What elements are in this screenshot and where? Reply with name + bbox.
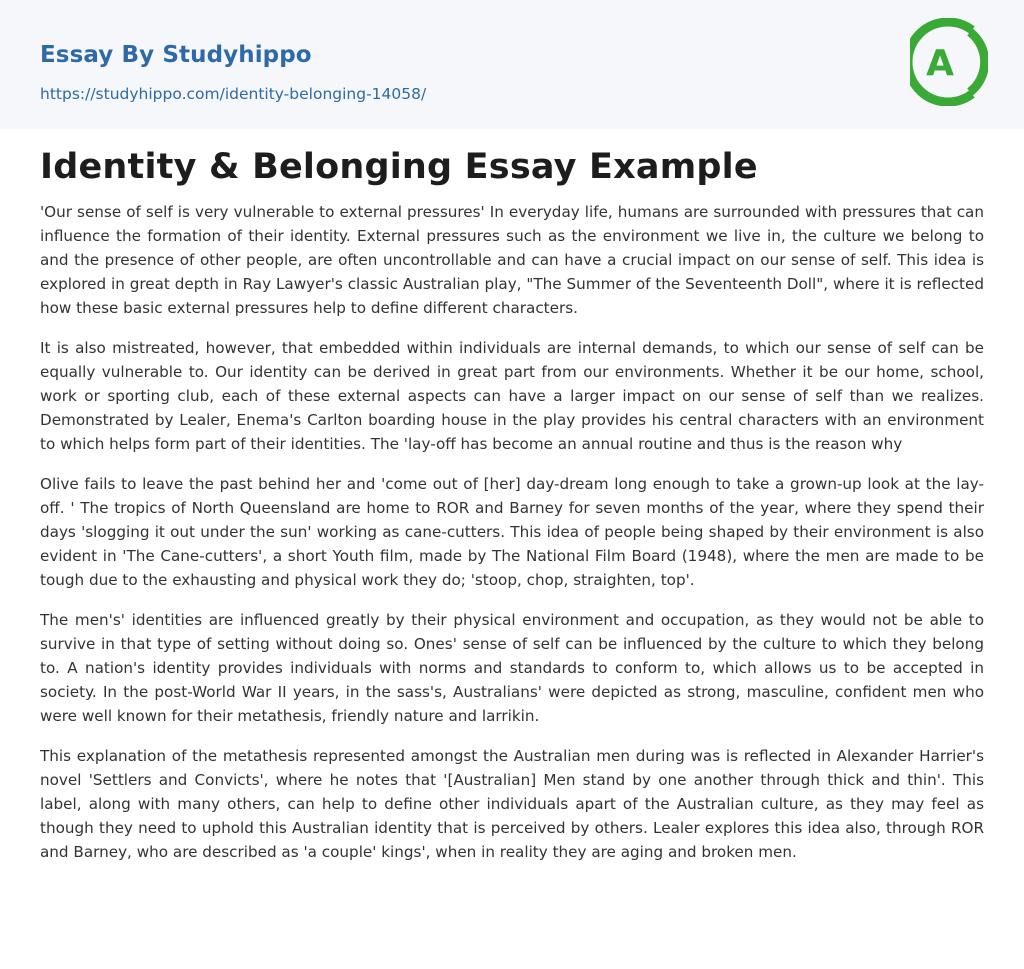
paragraph: This explanation of the metathesis represented amongst the Australian men during was is reflected in Alexander Harrier's novel 'Settlers and Convicts', where he notes that '[Australian] Men stand by one another through thick and thin'. This label, along with many others, can help to define other individuals apart of the Australian culture, as they may feel as though they need to uphold this Australian identity that is perceived by others. Lealer explores this idea also, through ROR and Barney, who are described as 'a couple' kings', when in reality they are aging and broken men. [40,747,984,861]
paragraph: It is also mistreated, however, that embedded within individuals are internal demands, to which our sense of self can be equally vulnerable to. Our identity can be derived in great part from our environments. Whether it be our home, school, work or sporting club, each of these external aspects can have a larger impact on our sense of self than we realizes. Demonstrated by Lealer, Enema's Carlton boarding house in the play provides his central characters with an environment to which helps form part of their identities. The 'lay-off has become an annual routine and thus is the reason why [40,339,984,453]
studyhippo-logo-icon[interactable] [910,18,988,106]
page-title: Identity & Belonging Essay Example [40,147,758,187]
paragraph: Olive fails to leave the past behind her and 'come out of [her] day-dream long enough to take a grown-up look at the lay-off. ' The tropics of North Queensland are home to ROR and Barney for seven months of the year, where they spend their days 'slogging it out under the sun' working as cane-cutters. This idea of people being shaped by their environment is also evident in 'The Cane-cutters', a short Youth film, made by The National Film Board (1948), where the men are made to be tough due to the exhausting and physical work they do; 'stoop, chop, straighten, top'. [40,475,984,589]
logo-letter: A [926,43,954,84]
paragraph: 'Our sense of self is very vulnerable to external pressures' In everyday life, humans are surrounded with pressures that can influence the formation of their identity. External pressures such as the environment we live in, the culture we belong to and the presence of other people, are often uncontrollable and can have a crucial impact on our sense of self. This idea is explored in great depth in Ray Lawyer's classic Australian play, "The Summer of the Seventeenth Doll", where it is reflected how these basic external pressures help to define different characters. [40,203,984,317]
essay-body [40,200,984,880]
paragraph: The men's' identities are influenced greatly by their physical environment and occupation, as they would not be able to survive in that type of setting without doing so. Ones' sense of self can be influenced by the culture to which they belong to. A nation's identity provides individuals with norms and standards to conform to, which allows us to be accepted in society. In the post-World War II years, in the sass's, Australians' were depicted as strong, masculine, confident men who were well known for their metathesis, friendly nature and larrikin. [40,611,984,725]
source-url-link[interactable]: https://studyhippo.com/identity-belonging-14058/ [40,85,427,103]
brand-title[interactable]: Essay By Studyhippo [40,42,312,68]
